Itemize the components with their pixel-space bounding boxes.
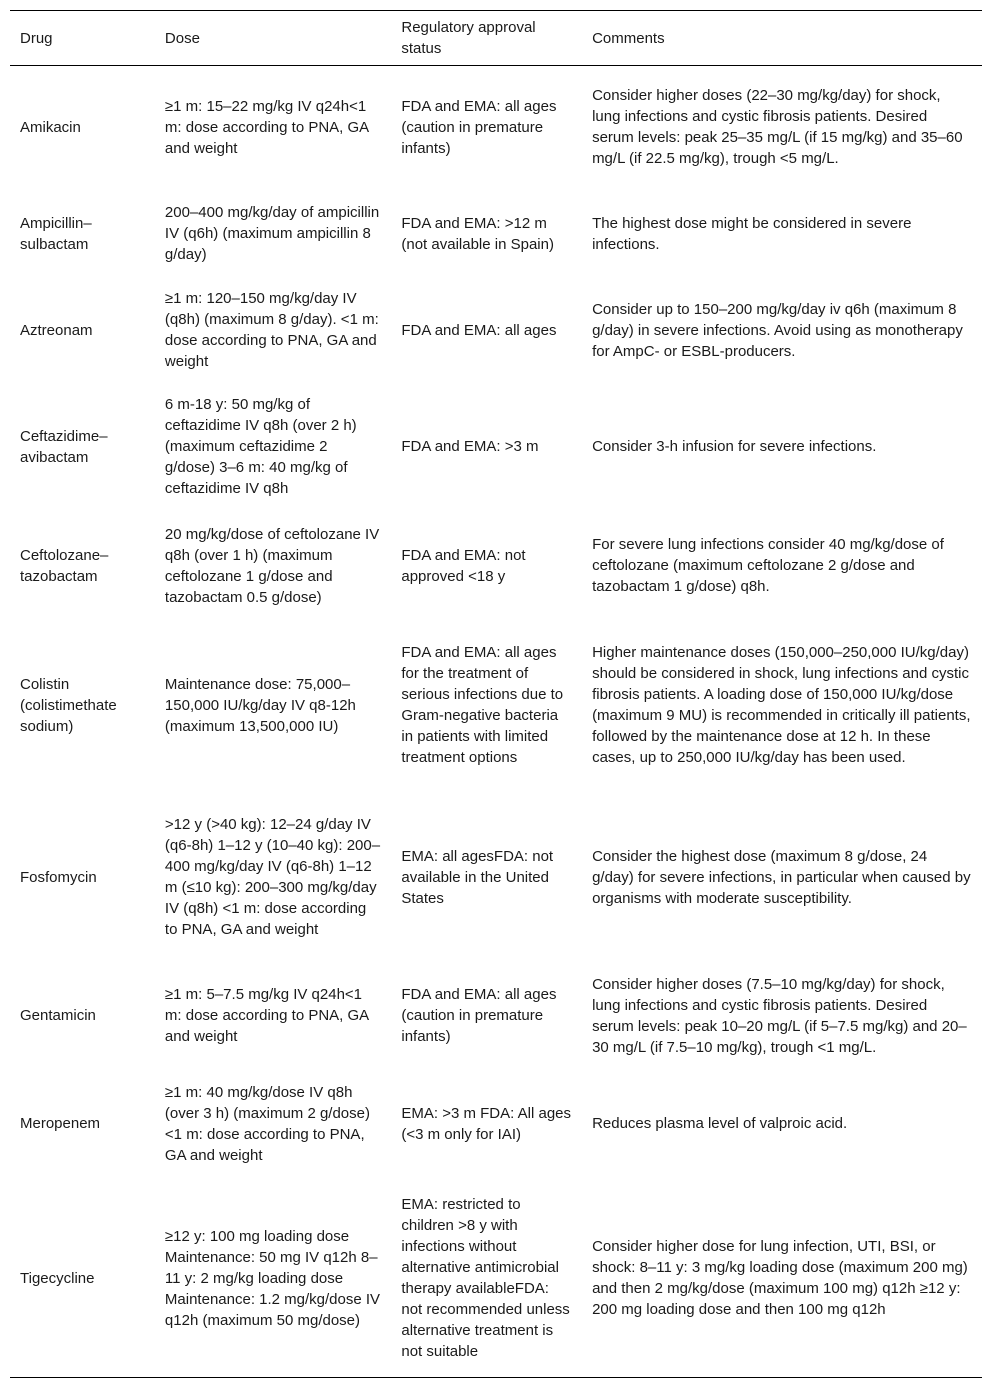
header-dose: Dose	[155, 11, 391, 66]
drug-dosing-table-container	[10, 10, 982, 1378]
status-cell: EMA: restricted to children >8 y with infections without alternative antimicrobial therapy availableFDA: not recommended unless alternative treatment is not suitable	[391, 1180, 582, 1378]
table-row	[10, 964, 982, 1068]
drug-dosing-table	[10, 10, 982, 1378]
comments-cell: Consider 3-h infusion for severe infections.	[592, 438, 877, 455]
header-row	[10, 11, 982, 66]
dose-cell: 6 m-18 y: 50 mg/kg of ceftazidime IV q8h (over 2 h) (maximum ceftazidime 2 g/dose) 3–6 m: 40 mg/kg of ceftazidime IV q8h	[164, 396, 357, 497]
header-drug: Drug	[10, 11, 155, 66]
table-row	[10, 189, 982, 279]
comments-cell: Consider higher dose for lung infection, UTI, BSI, or shock: 8–11 y: 3 mg/kg loading dose (maximum 200 mg) and then 2 mg/kg/dose (maximum 100 mg) q12h ≥12 y: 200 mg loading dose and then 100 mg q12h	[582, 1180, 982, 1378]
comments-cell: Consider higher doses (7.5–10 mg/kg/day) for shock, lung infections and cystic fibrosis patients. Desired serum levels: peak 10–20 mg/L (if 5–7.5 mg/kg) and 20–30 mg/L (if 7.5–10 mg/kg), trough <1 mg/L.	[592, 975, 967, 1056]
status-cell: FDA and EMA: all ages (caution in premature infants)	[401, 986, 557, 1045]
drug-cell: Ampicillin–sulbactam	[20, 214, 92, 253]
status-cell: EMA: >3 m FDA: All ages (<3 m only for IAI)	[401, 1104, 572, 1143]
status-cell: FDA and EMA: all ages	[401, 321, 557, 339]
drug-cell: Aztreonam	[20, 321, 93, 339]
table-row	[10, 620, 982, 791]
table-row	[10, 382, 982, 512]
status-cell: FDA and EMA: >12 m (not available in Spain)	[401, 214, 554, 253]
comments-cell: Higher maintenance doses (150,000–250,000 IU/kg/day) should be considered in shock, lung infections and cystic fibrosis patients. A loading dose of 150,000 IU/kg/dose (maximum 9 MU) is recommended in critically ill patients, followed by the maintenance dose at 12 h. In these cases, up to 250,000 IU/kg/day has been used.	[592, 644, 971, 766]
header-comments: Comments	[582, 11, 982, 66]
dose-cell: 200–400 mg/kg/day of ampicillin IV (q6h) (maximum ampicillin 8 g/day)	[164, 204, 380, 263]
drug-cell: Tigecycline	[10, 1180, 155, 1378]
drug-cell: Ceftazidime–avibactam	[20, 427, 108, 466]
comments-cell: The highest dose might be considered in severe infections.	[592, 214, 912, 253]
drug-cell: Meropenem	[20, 1115, 101, 1132]
header-regulatory-status: Regulatory approval status	[391, 11, 582, 66]
table-row	[10, 1180, 982, 1378]
dose-cell: 20 mg/kg/dose of ceftolozane IV q8h (over 1 h) (maximum ceftolozane 1 g/dose and tazobactam 0.5 g/dose)	[164, 525, 380, 606]
table-row	[10, 512, 982, 620]
status-cell: FDA and EMA: all ages (caution in premature infants)	[401, 97, 557, 157]
dose-cell: ≥1 m: 15–22 mg/kg IV q24h<1 m: dose according to PNA, GA and weight	[164, 97, 369, 157]
comments-cell: Reduces plasma level of valproic acid.	[592, 1115, 848, 1132]
status-cell: EMA: all agesFDA: not available in the United States	[401, 847, 554, 907]
dose-cell: Maintenance dose: 75,000–150,000 IU/kg/day IV q8-12h (maximum 13,500,000 IU)	[164, 675, 356, 735]
table-header	[10, 11, 982, 66]
dose-cell: >12 y (>40 kg): 12–24 g/day IV (q6-8h) 1–12 y (10–40 kg): 200–400 mg/kg/day IV (q6-8h) 1–12 m (≤10 kg): 200–300 mg/kg/day IV (q8h) <1 m: dose according to PNA, GA and weight	[164, 816, 381, 938]
status-cell: FDA and EMA: not approved <18 y	[401, 546, 526, 585]
drug-cell: Amikacin	[20, 118, 81, 136]
table-body	[10, 66, 982, 1378]
comments-cell: Consider up to 150–200 mg/kg/day iv q6h (maximum 8 g/day) in severe infections. Avoid using as monotherapy for AmpC- or ESBL-producers.	[592, 300, 963, 360]
comments-cell: Consider the highest dose (maximum 8 g/dose, 24 g/day) for severe infections, in particular when caused by organisms with moderate susceptibility.	[592, 847, 971, 907]
dose-cell: ≥1 m: 40 mg/kg/dose IV q8h (over 3 h) (maximum 2 g/dose) <1 m: dose according to PNA, GA and weight	[164, 1083, 370, 1164]
status-cell: FDA and EMA: >3 m	[401, 438, 539, 455]
comments-cell: For severe lung infections consider 40 mg/kg/dose of ceftolozane (maximum ceftolozane 2 g/dose and tazobactam 1 g/dose) q8h.	[592, 536, 944, 595]
table-row	[10, 279, 982, 382]
drug-cell: Colistin (colistimethate sodium)	[20, 675, 117, 735]
comments-cell: Consider higher doses (22–30 mg/kg/day) for shock, lung infections and cystic fibrosis patients. Desired serum levels: peak 25–35 mg/L (if 15 mg/kg) and 35–60 mg/L (if 22.5 mg/kg), trough <5 mg/L.	[592, 87, 963, 168]
status-cell: FDA and EMA: all ages for the treatment of serious infections due to Gram-negative bacteria in patients with limited treatment options	[401, 644, 564, 766]
dose-cell: ≥1 m: 5–7.5 mg/kg IV q24h<1 m: dose according to PNA, GA and weight	[164, 986, 369, 1045]
drug-cell: Gentamicin	[20, 1007, 96, 1024]
drug-cell: Ceftolozane–tazobactam	[20, 546, 109, 585]
drug-cell: Fosfomycin	[20, 868, 97, 886]
table-row	[10, 66, 982, 189]
dose-cell: ≥12 y: 100 mg loading dose Maintenance: 50 mg IV q12h 8–11 y: 2 mg/kg loading dose Maintenance: 1.2 mg/kg/dose IV q12h (maximum 50 mg/dose)	[155, 1180, 391, 1378]
table-row	[10, 1068, 982, 1180]
table-row	[10, 791, 982, 964]
dose-cell: ≥1 m: 120–150 mg/kg/day IV (q8h) (maximum 8 g/day). <1 m: dose according to PNA, GA and weight	[164, 290, 379, 370]
